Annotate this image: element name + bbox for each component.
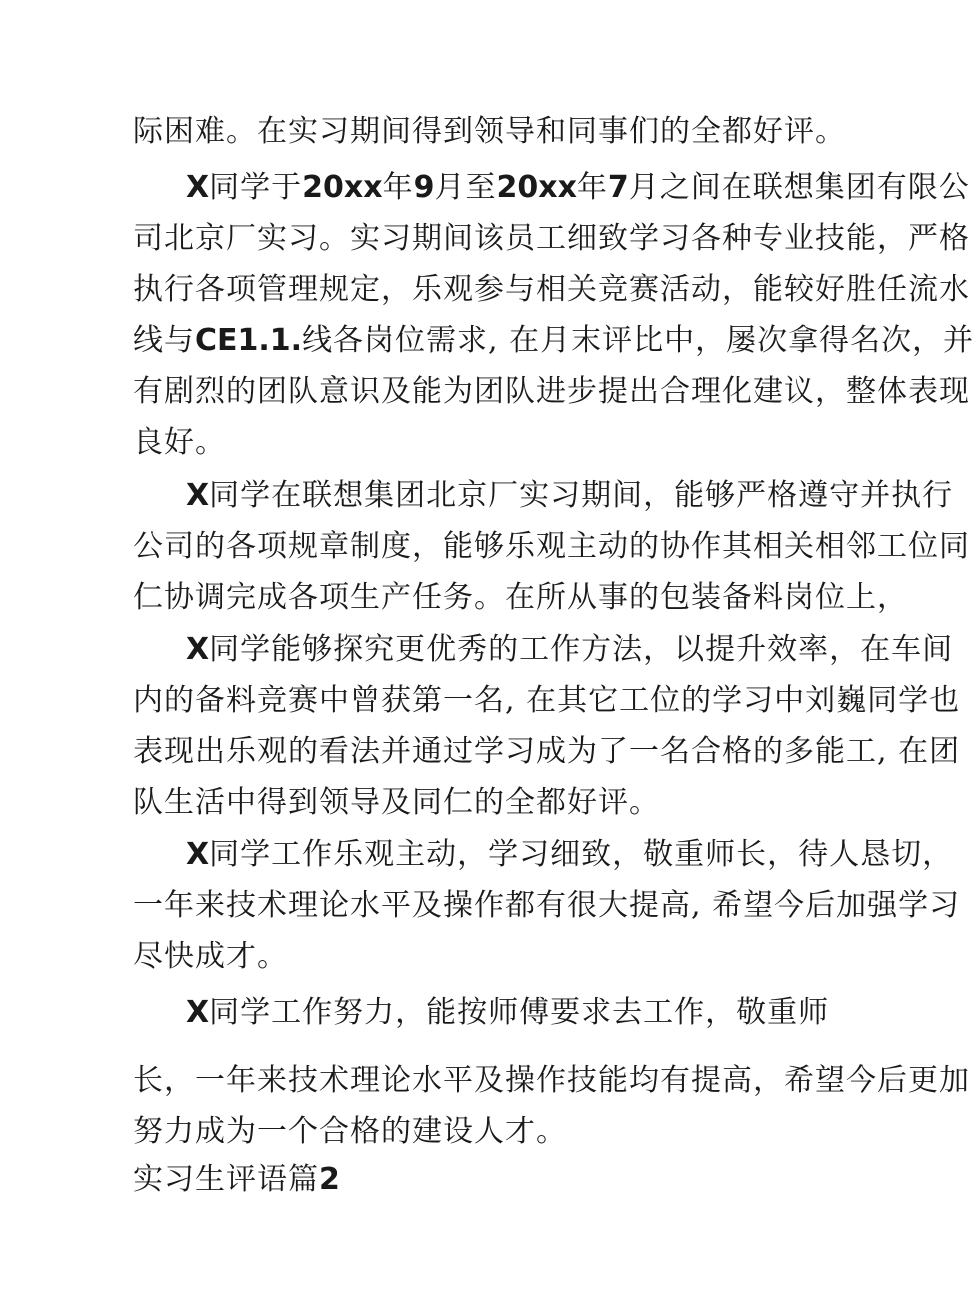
student-initial: X [186,995,210,1030]
paragraph-1-line-2 [133,219,970,259]
text: 年 [576,170,608,205]
paragraph-3-line-4 [133,783,660,823]
text: 同学于 [209,170,303,205]
paragraph-4-line-3 [133,937,288,977]
heading-text: 实习生评语篇 [133,1162,319,1197]
student-initial: X [186,170,210,205]
text: 执行各项管理规定，乐观参与相关竞赛活动，能较好胜任流水 [133,272,970,307]
text: 内的备料竞赛中曾获第一名, 在其它工位的学习中刘巍同学也 [133,683,961,718]
paragraph-5-line-3 [133,1112,567,1152]
text: 月之间在联想集团有限公 [628,170,970,205]
student-initial: X [186,837,210,872]
text: 表现出乐观的看法并通过学习成为了一名合格的多能工, 在团 [133,734,961,769]
paragraph-3-line-1 [186,630,953,670]
paragraph-4-line-1 [186,835,953,875]
text: 同学工作乐观主动，学习细致，敬重师长，待人恳切， [209,837,954,872]
text: 同学工作努力，能按师傅要求去工作，敬重师 [209,995,830,1030]
paragraph-5-line-1 [186,993,829,1033]
text: 司北京厂实习。实习期间该员工细致学习各种专业技能，严格 [133,221,970,256]
paragraph-5-line-2 [133,1061,970,1101]
text: 同学能够探究更优秀的工作方法，以提升效率，在车间 [209,632,954,667]
text: 队生活中得到领导及同仁的全都好评。 [133,785,660,820]
year: 20xx [302,170,383,205]
text: 有剧烈的团队意识及能为团队进步提出合理化建议，整体表现 [133,374,970,409]
paragraph-1-line-1 [186,168,970,208]
text-line [133,112,846,152]
text: 一年来技术理论水平及操作都有很大提高, 希望今后加强学习 [133,888,961,923]
text: 公司的各项规章制度，能够乐观主动的协作其相关相邻工位同 [133,529,970,564]
month: 7 [607,170,629,205]
paragraph-4-line-2 [133,886,960,926]
paragraph-1-line-6 [133,423,226,463]
paragraph-1-line-5 [133,372,970,412]
year: 20xx [496,170,577,205]
text: 同学在联想集团北京厂实习期间，能够严格遵守并执行 [209,478,954,513]
text: 尽快成才。 [133,939,288,974]
paragraph-2-line-1 [186,476,953,516]
text: 年 [382,170,414,205]
text: 际困难。在实习期间得到领导和同事们的全都好评。 [133,114,846,149]
paragraph-2-line-3 [133,578,908,618]
section-heading [133,1160,340,1200]
text: 月至 [434,170,497,205]
text: 努力成为一个合格的建设人才。 [133,1114,567,1149]
month: 9 [413,170,435,205]
heading-number: 2 [319,1162,340,1197]
student-initial: X [186,632,210,667]
paragraph-2-line-2 [133,527,970,567]
text: 长，一年来技术理论水平及操作技能均有提高，希望今后更加 [133,1063,970,1098]
text: 良好。 [133,425,226,460]
text: 线各岗位需求, 在月末评比中，屡次拿得名次，并 [302,323,974,358]
paragraph-3-line-3 [133,732,960,772]
paragraph-3-line-2 [133,681,960,721]
line-code: CE1.1. [195,323,303,358]
paragraph-1-line-4 [133,321,974,361]
paragraph-1-line-3 [133,270,970,310]
student-initial: X [186,478,210,513]
text: 仁协调完成各项生产任务。在所从事的包装备料岗位上， [133,580,908,615]
text: 线与 [133,323,195,358]
